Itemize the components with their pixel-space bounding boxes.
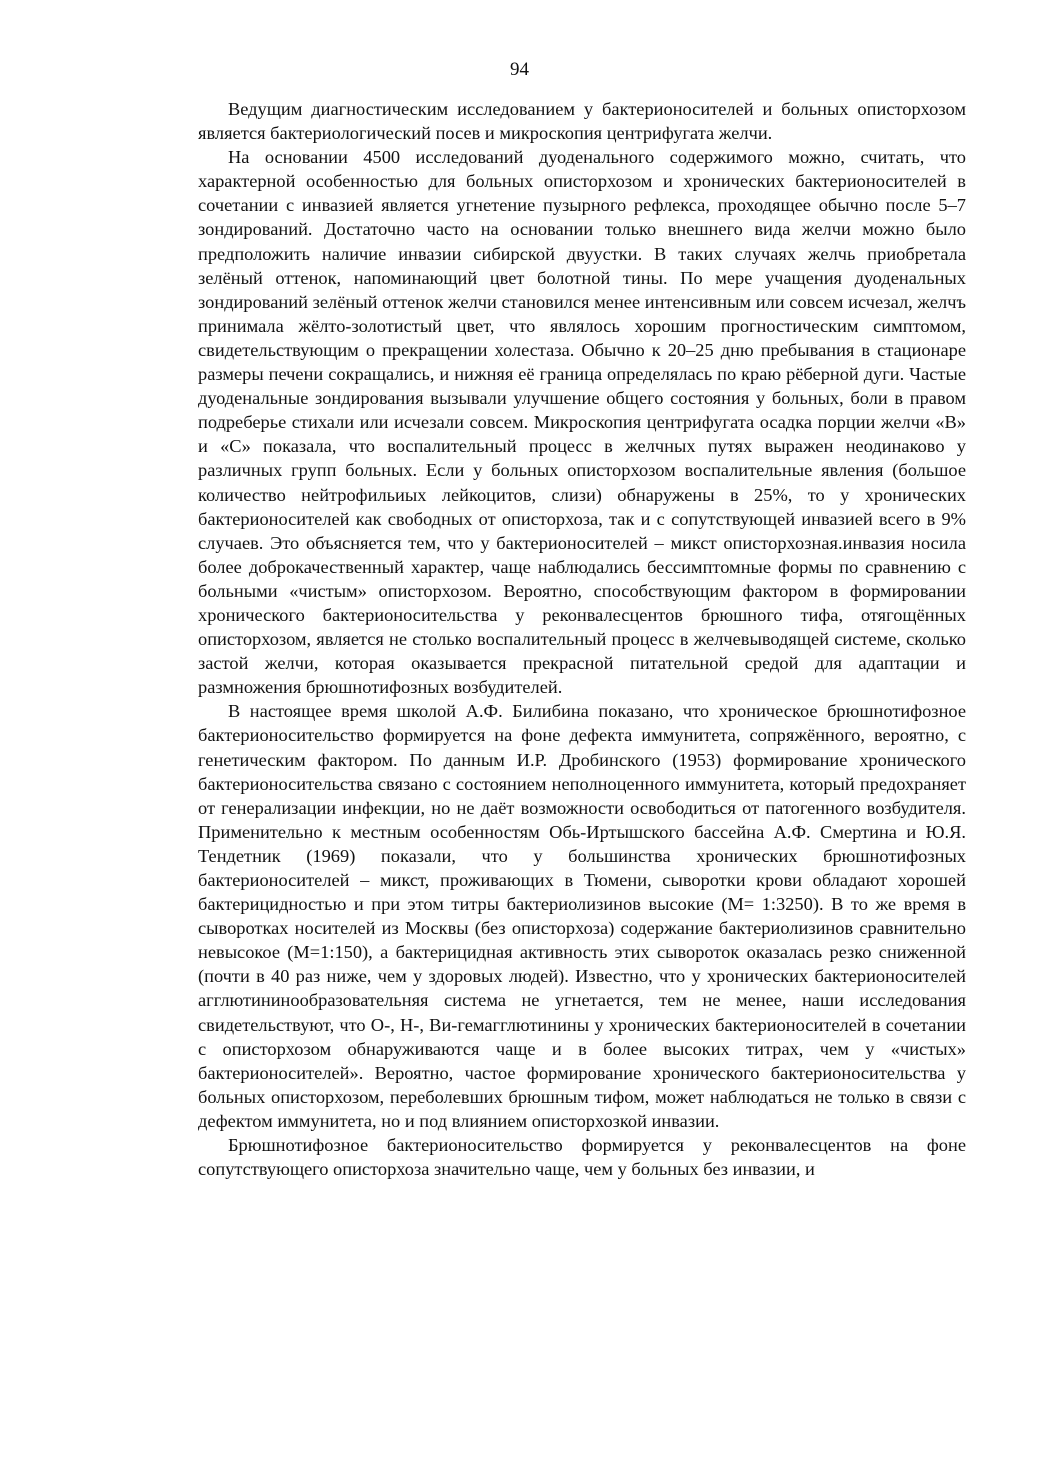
text-body bbox=[198, 97, 966, 1181]
paragraph-diagnostics: Ведущим диагностическим исследованием у бактерионосителей и больных описторхозом является бактериологический посев и микроскопия центрифугата желчи. bbox=[198, 99, 966, 144]
paragraph-immunity: В настоящее время школой А.Ф. Билибина показано, что хроническое брюшнотифозное бактерионосительство формируется на фоне дефекта иммунитета, сопряжённого, вероятно, с генетическим фактором. По данным И.Р. Дробинского (1953) формирование хронического бактерионосительства связано с состоянием неполноценного иммунитета, который предохраняет от генерализации инфекции, но не даёт возможности освободиться от патогенного возбудителя. Применительно к местным особенностям Обь-Иртышского бассейна А.Ф. Смертина и Ю.Я. Тендетник (1969) показали, что у большинства хронических брюшнотифозных бактерионосителей – микст, проживающих в Тюмени, сыворотки крови обладают хорошей бактерицидностью и при этом титры бактериолизинов высокие (М= 1:3250). В то же время в сыворотках носителей из Москвы (без описторхоза) содержание бактериолизинов сравнительно невысокое (М=1:150), а бактерицидная активность этих сывороток оказалась резко сниженной (почти в 40 раз ниже, чем у здоровых людей). Известно, что у хронических бактерионосителей агглютининообразовательняя система не угнетается, тем не менее, наши исследования свидетельствуют, что О-, Н-, Ви-гемагглютинины у хронических бактерионосителей в сочетании с описторхозом обнаруживаются чаще и в более высоких титрах, чем у «чистых» бактерионосителей». Вероятно, частое формирование хронического бактерионосительства у больных описторхозом, переболевших брюшным тифом, может наблюдаться не только в связи с дефектом иммунитета, но и под влиянием описторхозкой инвазии. bbox=[198, 701, 966, 1131]
paragraph-carrier-formation: Брюшнотифозное бактерионосительство формируется у реконвалесцентов на фоне сопутствующего описторхоза значительно чаще, чем у больных без инвазии, и bbox=[198, 1135, 966, 1180]
paragraph-duodenal-studies: На основании 4500 исследований дуоденального содержимого можно, считать, что характерной особенностью для больных описторхозом и хронических бактерионосителей в сочетании с инвазией является угнетение пузырного рефлекса, проходящее обычно после 5–7 зондирований. Достаточно часто на основании только внешнего вида желчи можно было предположить наличие инвазии сибирской двуустки. В таких случаях желчь приобретала зелёный оттенок, напоминающий цвет болотной тины. По мере учащения дуоденальных зондирований зелёный оттенок желчи становился менее интенсивным или совсем исчезал, желчъ принимала жёлто-золотистый цвет, что являлось хорошим прогностическим симптомом, свидетельствующим о прекращении холестаза. Обычно к 20–25 дню пребывания в стационаре размеры печени сокращались, и нижняя её граница определялась по краю рёберной дуги. Частые дуоденальные зондирования вызывали улучшение общего состояния у больных, боли в правом подреберье стихали или исчезали совсем. Микроскопия центрифугата осадка порции желчи «В» и «С» показала, что воспалительный процесс в желчных путях выражен неодинаково у различных групп больных. Если у больных описторхозом воспалительные явления (большое количество нейтрофильиых лейкоцитов, слизи) обнаружены в 25%, то у хронических бактерионосителей как свободных от описторхоза, так и с сопутствующей инвазией всего в 9% случаев. Это объясняется тем, что у бактерионосителей – микст описторхозная.инвазия носила более доброкачественный характер, чаще наблюдались бессимптомные формы по сравнению с больными «чистым» описторхозом. Вероятно, способствующим фактором в формировании хронического бактерионосительства у реконвалесцентов брюшного тифа, отягощённых описторхозом, является не столько воспалительный процесс в желчевыводящей системе, сколько застой желчи, которая оказывается прекрасной питательной средой для адаптации и размножения брюшнотифозных возбудителей. bbox=[198, 147, 966, 698]
page-number: 94 bbox=[510, 59, 529, 80]
